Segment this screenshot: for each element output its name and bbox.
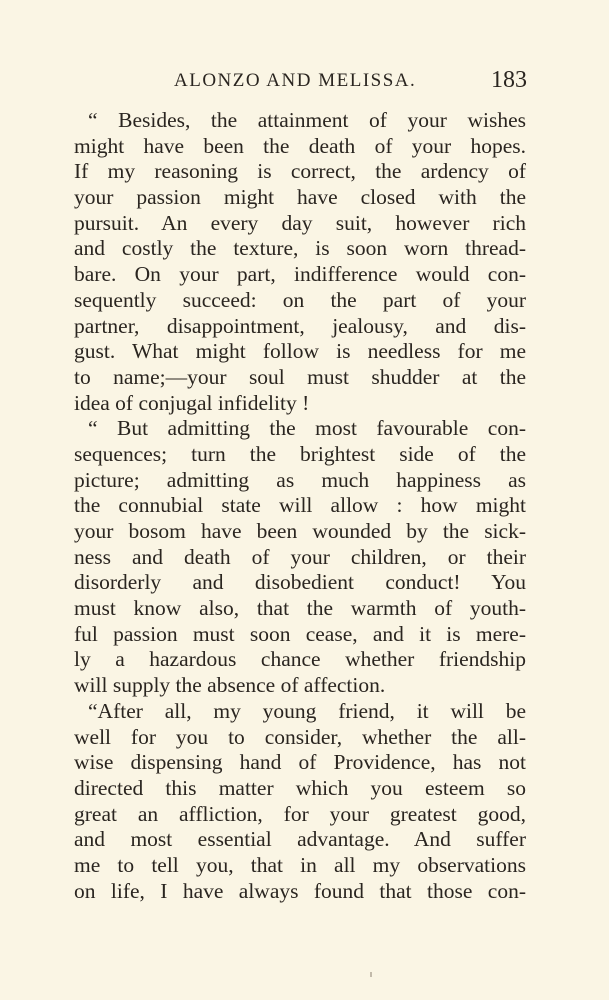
text-line: “ But admitting the most favourable con-: [88, 416, 526, 441]
text-line: idea of conjugal infidelity !: [74, 390, 310, 415]
page-number: 183: [491, 67, 527, 93]
text-line: “After all, my young friend, it will be: [88, 698, 526, 723]
page-header: [74, 67, 527, 100]
text-line: If my reasoning is correct, the ardency of: [74, 159, 526, 184]
text-line: sequently succeed: on the part of your: [74, 287, 526, 312]
text-line: to name;—your soul must shudder at the: [74, 364, 526, 389]
paper-speck: [370, 972, 372, 977]
text-line: picture; admitting as much happiness as: [74, 467, 526, 492]
text-line: ly a hazardous chance whether friendship: [74, 647, 526, 672]
text-line: well for you to consider, whether the all-: [74, 724, 526, 749]
text-line: pursuit. An every day suit, however rich: [74, 210, 526, 235]
text-line: disorderly and disobedient conduct! You: [74, 570, 526, 595]
text-line: ful passion must soon cease, and it is mere-: [74, 621, 526, 646]
text-line: and costly the texture, is soon worn thread-: [74, 236, 526, 261]
text-line: “ Besides, the attainment of your wishes: [88, 108, 526, 132]
text-line: your passion might have closed with the: [74, 185, 526, 210]
text-line: directed this matter which you esteem so: [74, 775, 526, 800]
text-line: the connubial state will allow : how might: [74, 493, 526, 518]
running-title: ALONZO AND MELISSA.: [174, 70, 417, 91]
text-line: must know also, that the warmth of youth-: [74, 596, 526, 621]
text-line: me to tell you, that in all my observations: [74, 852, 526, 877]
text-line: your bosom have been wounded by the sick-: [74, 519, 526, 543]
text-line: great an affliction, for your greatest good,: [74, 801, 526, 826]
text-line: bare. On your part, indifference would con-: [74, 262, 526, 287]
text-line: will supply the absence of affection.: [74, 673, 386, 698]
text-line: on life, I have always found that those con-: [74, 878, 526, 903]
text-line: gust. What might follow is needless for me: [74, 339, 526, 364]
text-line: ness and death of your children, or their: [74, 544, 526, 569]
text-line: wise dispensing hand of Providence, has not: [74, 750, 526, 775]
text-line: and most essential advantage. And suffer: [74, 827, 526, 852]
text-line: partner, disappointment, jealousy, and dis-: [74, 313, 526, 338]
body-text: [74, 108, 526, 904]
text-line: might have been the death of your hopes.: [74, 133, 526, 158]
text-line: sequences; turn the brightest side of the: [74, 441, 526, 466]
